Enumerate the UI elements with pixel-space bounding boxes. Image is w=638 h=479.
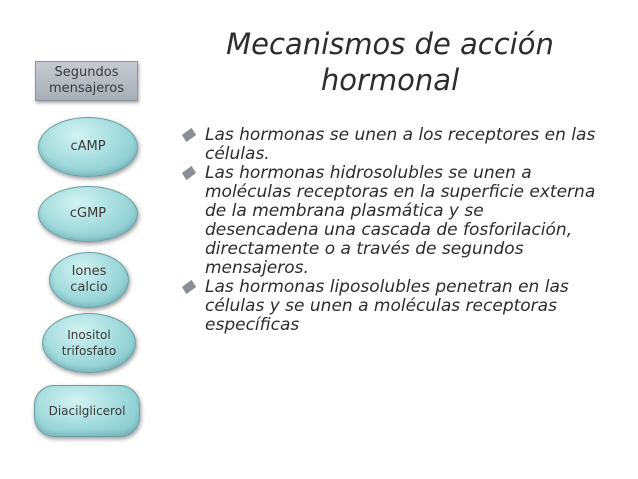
bullet-icon bbox=[182, 128, 196, 142]
pill-camp-label: cAMP bbox=[70, 139, 106, 154]
bullet-item bbox=[180, 126, 600, 164]
bullet-icon bbox=[182, 166, 196, 180]
bullet-text: Las hormonas hidrosolubles se unen a moléculas receptoras en la superficie externa de la membrana plasmática y se desencadena una cascada de fosforilación, directamente o a través de segundos mensajeros. bbox=[205, 163, 596, 278]
pill-iones-calcio bbox=[49, 252, 129, 308]
sidebar-label-box bbox=[35, 61, 138, 101]
bullet-list bbox=[180, 126, 600, 335]
pill-cgmp bbox=[38, 186, 138, 242]
pill-cgmp-label: cGMP bbox=[69, 206, 107, 221]
bullet-item bbox=[180, 278, 600, 335]
slide-title: Mecanismos de acción hormonal bbox=[226, 27, 554, 97]
pill-inositol-trifosfato-label: Inositol trifosfato bbox=[61, 328, 117, 358]
bullet-item bbox=[180, 164, 600, 278]
pill-diacilglicerol-label: Diacilglicerol bbox=[48, 404, 126, 418]
bullet-text: Las hormonas se unen a los receptores en las células. bbox=[205, 125, 596, 164]
pill-diacilglicerol bbox=[34, 385, 140, 437]
sidebar-label-text: Segundos mensajeros bbox=[48, 65, 125, 96]
pill-iones-calcio-label: Iones calcio bbox=[70, 264, 108, 295]
bullet-icon bbox=[182, 280, 196, 294]
bullet-text: Las hormonas liposolubles penetran en las células y se unen a moléculas receptoras específicas bbox=[205, 277, 569, 335]
pill-inositol-trifosfato bbox=[42, 313, 136, 373]
pill-camp bbox=[38, 117, 138, 177]
